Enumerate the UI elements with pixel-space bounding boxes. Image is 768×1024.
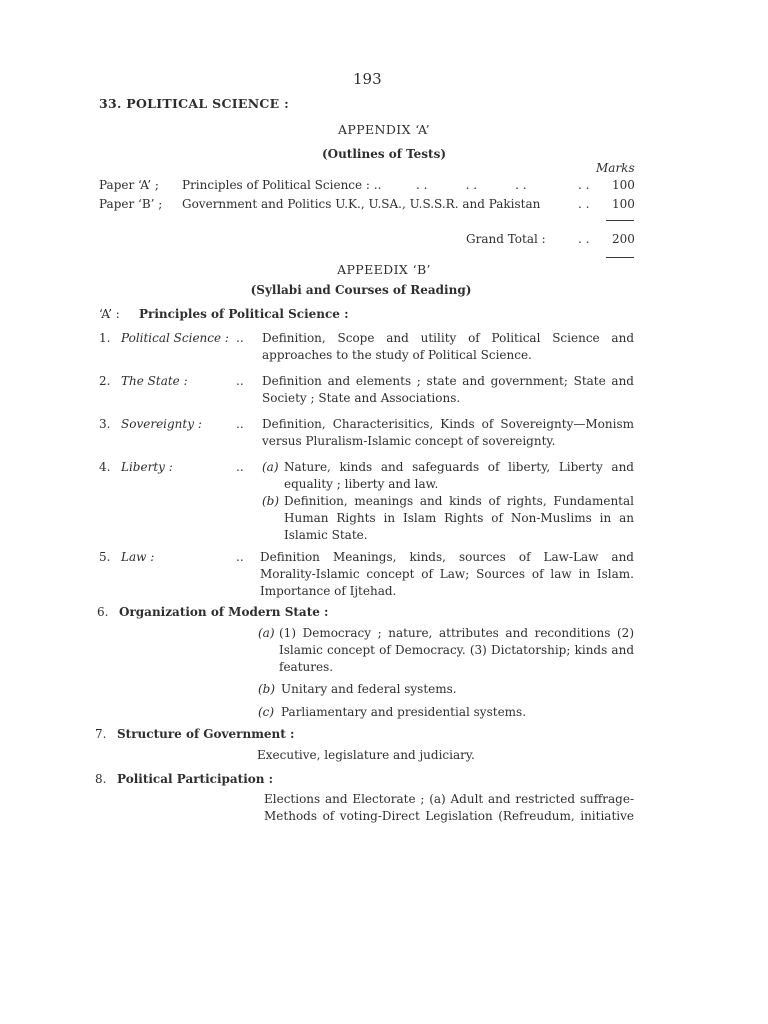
appendix-b-subtitle: (Syllabi and Courses of Reading) <box>250 283 472 297</box>
grand-total-value: 200 <box>612 232 635 246</box>
item-1-line-1: Definition, Scope and utility of Political Science and <box>262 331 634 345</box>
item-6c-label: (c) <box>258 705 275 719</box>
item-2-dots: .. <box>236 374 244 388</box>
item-5-line-3: Importance of Ijtehad. <box>260 584 397 598</box>
paper-a-code: Paper ‘A’ ; <box>99 178 159 192</box>
item-8-title: Political Participation : <box>117 772 274 786</box>
item-6b-text: Unitary and federal systems. <box>281 682 457 696</box>
item-8-number: 8. <box>95 772 107 786</box>
item-2-line-2: Society ; State and Associations. <box>262 391 461 405</box>
item-2-title: The State : <box>121 374 188 388</box>
item-1-number: 1. <box>99 331 111 345</box>
paper-b-dots: . . <box>578 197 590 211</box>
item-4a-line-1: Nature, kinds and safeguards of liberty, Liberty and <box>284 460 634 474</box>
item-3-line-2: versus Pluralism-Islamic concept of sovereignty. <box>262 434 556 448</box>
paper-b-code: Paper ‘B’ ; <box>99 197 163 211</box>
item-4a-label: (a) <box>262 460 279 474</box>
item-3-dots: .. <box>236 417 244 431</box>
appendix-a-subtitle: (Outlines of Tests) <box>321 147 447 161</box>
item-6a-line-2: Islamic concept of Democracy. (3) Dictatorship; kinds and <box>279 643 634 657</box>
item-5-line-2: Morality-Islamic concept of Law; Sources of law in Islam. <box>260 567 634 581</box>
item-7-number: 7. <box>95 727 107 741</box>
item-1-dots: .. <box>236 331 244 345</box>
item-4b-line-3: Islamic State. <box>284 528 368 542</box>
item-4a-line-2: equality ; liberty and law. <box>284 477 439 491</box>
item-6c-text: Parliamentary and presidential systems. <box>281 705 527 719</box>
item-8-line-1: Elections and Electorate ; (a) Adult and restricted suffrage- <box>264 792 634 806</box>
marks-header: Marks <box>596 161 635 175</box>
grand-total-label: Grand Total : <box>466 232 546 246</box>
item-2-number: 2. <box>99 374 111 388</box>
item-5-title: Law : <box>121 550 155 564</box>
paper-a-dots-right: . . <box>578 178 590 192</box>
paper-a-title: Principles of Political Science : .. <box>182 178 382 192</box>
item-4-number: 4. <box>99 460 111 474</box>
paper-a-dots: . . . . . . <box>416 178 527 192</box>
item-6-number: 6. <box>97 605 109 619</box>
item-1-title: Political Science : <box>121 331 229 345</box>
appendix-a-title: APPENDIX ‘A’ <box>337 122 431 137</box>
total-rule-bottom <box>606 257 634 258</box>
paper-b-title: Government and Politics U.K., U.SA., U.S.S.R. and Pakistan <box>182 197 541 211</box>
item-6b-label: (b) <box>258 682 276 696</box>
item-5-line-1: Definition Meanings, kinds, sources of Law-Law and <box>260 550 634 564</box>
item-6a-line-1: (1) Democracy ; nature, attributes and reconditions (2) <box>279 626 634 640</box>
item-5-dots: .. <box>236 550 244 564</box>
item-4b-line-1: Definition, meanings and kinds of rights, Fundamental <box>284 494 634 508</box>
item-3-title: Sovereignty : <box>121 417 202 431</box>
item-6a-label: (a) <box>258 626 275 640</box>
appendix-b-title: APPEEDIX ‘B’ <box>337 262 431 277</box>
item-4b-line-2: Human Rights in Islam Rights of Non-Muslims in an <box>284 511 634 525</box>
section-heading: 33. POLITICAL SCIENCE : <box>99 96 290 111</box>
item-4-title: Liberty : <box>121 460 173 474</box>
item-3-number: 3. <box>99 417 111 431</box>
page-number: 193 <box>353 70 382 88</box>
item-4-dots: .. <box>236 460 244 474</box>
item-6a-line-3: features. <box>279 660 334 674</box>
part-label: ‘A’ : <box>99 307 120 321</box>
item-4b-label: (b) <box>262 494 280 508</box>
item-7-title: Structure of Government : <box>117 727 295 741</box>
item-1-line-2: approaches to the study of Political Science. <box>262 348 532 362</box>
paper-a-marks: 100 <box>612 178 635 192</box>
item-7-text: Executive, legislature and judiciary. <box>257 748 475 762</box>
part-title: Principles of Political Science : <box>139 307 349 321</box>
total-rule-top <box>606 220 634 221</box>
item-5-number: 5. <box>99 550 111 564</box>
item-8-line-2: Methods of voting-Direct Legislation (Refreudum, initiative <box>264 809 634 823</box>
grand-total-dots: . . <box>578 232 590 246</box>
item-2-line-1: Definition and elements ; state and government; State and <box>262 374 634 388</box>
item-3-line-1: Definition, Characterisitics, Kinds of Sovereignty—Monism <box>262 417 634 431</box>
paper-b-marks: 100 <box>612 197 635 211</box>
item-6-title: Organization of Modern State : <box>119 605 329 619</box>
